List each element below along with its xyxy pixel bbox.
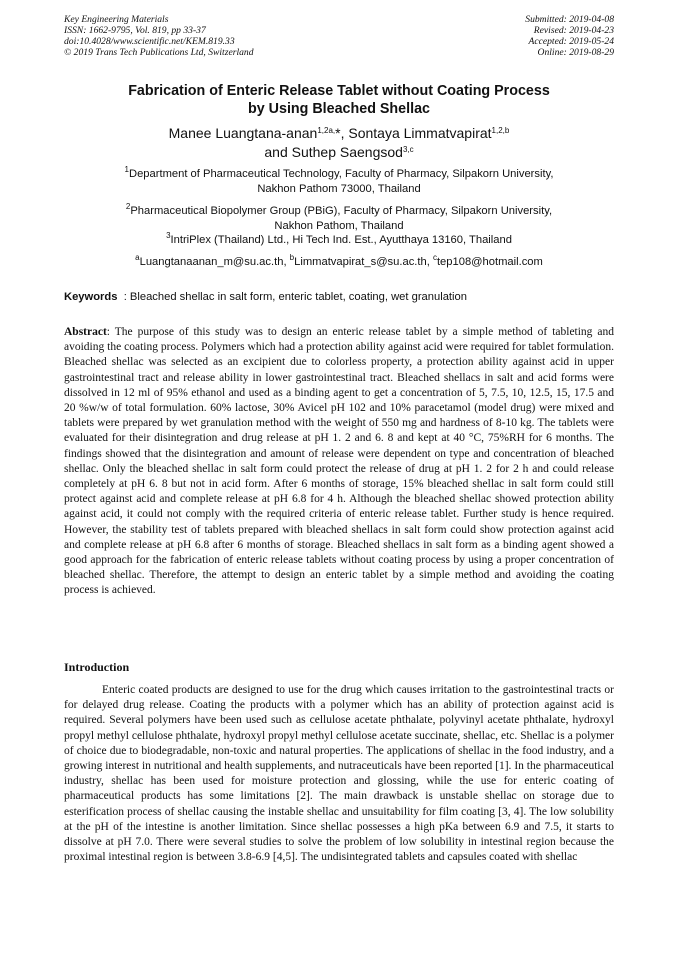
affiliation-line — [64, 233, 614, 248]
author-name: Manee Luangtana-anan — [168, 125, 318, 141]
journal-header-right — [525, 14, 614, 58]
affiliation-marker: 2 — [125, 202, 131, 211]
title-line-2: by Using Bleached Shellac — [248, 101, 430, 117]
author-emails — [64, 255, 614, 270]
accepted-date: Accepted: 2019-05-24 — [528, 36, 614, 47]
email-link[interactable]: Limmatvapirat_s@su.ac.th, — [294, 256, 433, 268]
abstract-label: Abstract — [64, 326, 107, 338]
affiliation-marker: 1 — [124, 165, 129, 174]
affiliation-text: Pharmaceutical Biopolymer Group (PBiG), Faculty of Pharmacy, Silpakorn University, — [130, 205, 553, 217]
paper-title — [64, 82, 614, 118]
introduction-paragraph: Enteric coated products are designed to use for the drug which causes irritation to the gastrointestinal tracts or for delayed drug release. Coating the products with a polymer which has an ability of protection against acid is required. Several polymers have been used such as cellulose acetate phthalate, polyvinyl acetate phthalate, hydroxyl propyl methyl cellulose phthalate, hydroxyl propyl methyl cellulose acetate succinate, shellac, etc. Shellac is a polymer of choice due to biodegradable, non-toxic and natural properties. The applications of shellac in the food industry, and a growing interest in nutritional and health supplements, and nutraceuticals have been reported [1]. In the pharmaceutical industry, shellac has been used for moisture protection and glossing, while the use for enteric coating of pharmaceutical products has some limitations [2]. The main drawback is unstable shellac on storage due to esterification process of shellac causing the instable shellac and unsuitability for film coating [3, 4]. The low solubility at the pH of the intestine is another limitation. Since shellac possesses a high pKa between 6.9 and 7.5, it starts to dissolve at pH 7.0. There were several studies to solve the problem of low solubility in intestinal region because the proximal intestinal region is between 3.8-6.9 [4,5]. The undisintegrated tablets and capsules coated with shellac — [64, 684, 614, 864]
online-date: Online: 2019-08-29 — [537, 47, 614, 58]
abstract-text: : The purpose of this study was to design an enteric release tablet by a simple method of tableting and avoiding the coating process. Polymers which had a protection ability against acid were required for tablet formulation. Bleached shellac was selected as an excipient due to colorless property, a protection ability against acid in upper gastrointestinal tract and release ability in lower gastrointestinal tract. Bleached shellacs in salt and acid forms were dissolved in 12 ml of 95% ethanol and used as a binding agent to get a concentration of 5, 7.5, 10, 12.5, 15, 17.5 and 20 %w/w of total formulation. 60% lactose, 30% Avicel pH 102 and 10% paracetamol (model drug) were mixed and tablets were prepared by wet granulation method with the weight of 550 mg and hardness of 8-10 kg. The tablets were evaluated for their disintegration and drug release at pH 1. 2 and 6. 8 and kept at 40 °C, 75%RH for 6 months. The findings showed that the disintegration and amount of release were dependent on type and concentration of bleached shellac. Only the bleached shellac in salt form could protect the release of drug at pH 1. 2 for 2 h and could release completely at pH 6. 8 but not in acid form. After 6 months of storage, 15% bleached shellac in salt form could still protect against acid and complete release at pH 6.8 for 4 h. Although the bleached shellac showed protection ability against acid, it could not comply with the required criteria of enteric release tablet. Further study is hence required. However, the stability test of tablets prepared with bleached shellacs in salt form could show protection against acid and complete release at pH 6.8 after 6 months of storage. Bleached shellacs in salt form as a binding agent showed a good approach for the fabrication of enteric release tablets without coating process by using a proper concentration of bleached shellac. Therefore, the attempt to design an enteric tablet by a simple method and avoiding the coating process is achieved. — [64, 326, 614, 597]
affiliation-2 — [64, 204, 614, 234]
author-line-2 — [64, 143, 614, 162]
author-affiliation-marker: 1,2,b — [491, 126, 510, 135]
keywords-label: Keywords — [64, 291, 118, 303]
affiliation-3 — [64, 233, 614, 248]
author-list — [64, 124, 614, 162]
journal-header-left — [64, 14, 254, 58]
email-marker: a — [135, 253, 140, 262]
author-name: Suthep Saengsod — [291, 144, 403, 160]
email-link[interactable]: tep108@hotmail.com — [436, 256, 543, 268]
affiliation-text: IntriPlex (Thailand) Ltd., Hi Tech Ind. Est., Ayutthaya 13160, Thailand — [170, 234, 512, 246]
author-affiliation-marker: 1,2a, — [317, 126, 336, 135]
submitted-date: Submitted: 2019-04-08 — [525, 14, 614, 25]
journal-issn: ISSN: 1662-9795, Vol. 819, pp 33-37 — [64, 25, 206, 36]
corresponding-author-mark: * — [335, 125, 341, 141]
email-marker: b — [289, 253, 295, 262]
affiliation-line — [64, 204, 614, 219]
keywords — [64, 290, 614, 305]
email-marker: c — [432, 253, 437, 262]
author-name: Sontaya Limmatvapirat — [348, 125, 492, 141]
author-affiliation-marker: 3,c — [402, 145, 414, 154]
copyright-notice: © 2019 Trans Tech Publications Ltd, Switzerland — [64, 47, 254, 58]
affiliation-line — [64, 167, 614, 182]
revised-date: Revised: 2019-04-23 — [533, 25, 614, 36]
author-line-1 — [64, 124, 614, 143]
doi-link[interactable]: doi:10.4028/www.scientific.net/KEM.819.33 — [64, 36, 235, 47]
section-heading-introduction: Introduction — [64, 660, 130, 674]
affiliation-line: Nakhon Pathom 73000, Thailand — [257, 183, 421, 195]
keywords-text: : Bleached shellac in salt form, enteric tablet, coating, wet granulation — [123, 291, 467, 303]
affiliation-line: Nakhon Pathom, Thailand — [274, 220, 404, 232]
email-link[interactable]: Luangtanaanan_m@su.ac.th, — [139, 256, 290, 268]
affiliation-1 — [64, 167, 614, 197]
affiliation-marker: 3 — [166, 231, 171, 240]
journal-name: Key Engineering Materials — [64, 14, 169, 25]
abstract — [64, 325, 614, 599]
author-conjunction: and — [264, 144, 292, 160]
affiliation-text: Department of Pharmaceutical Technology, Faculty of Pharmacy, Silpakorn University, — [128, 168, 554, 180]
author-separator: , — [340, 125, 349, 141]
title-line-1: Fabrication of Enteric Release Tablet without Coating Process — [128, 83, 550, 99]
